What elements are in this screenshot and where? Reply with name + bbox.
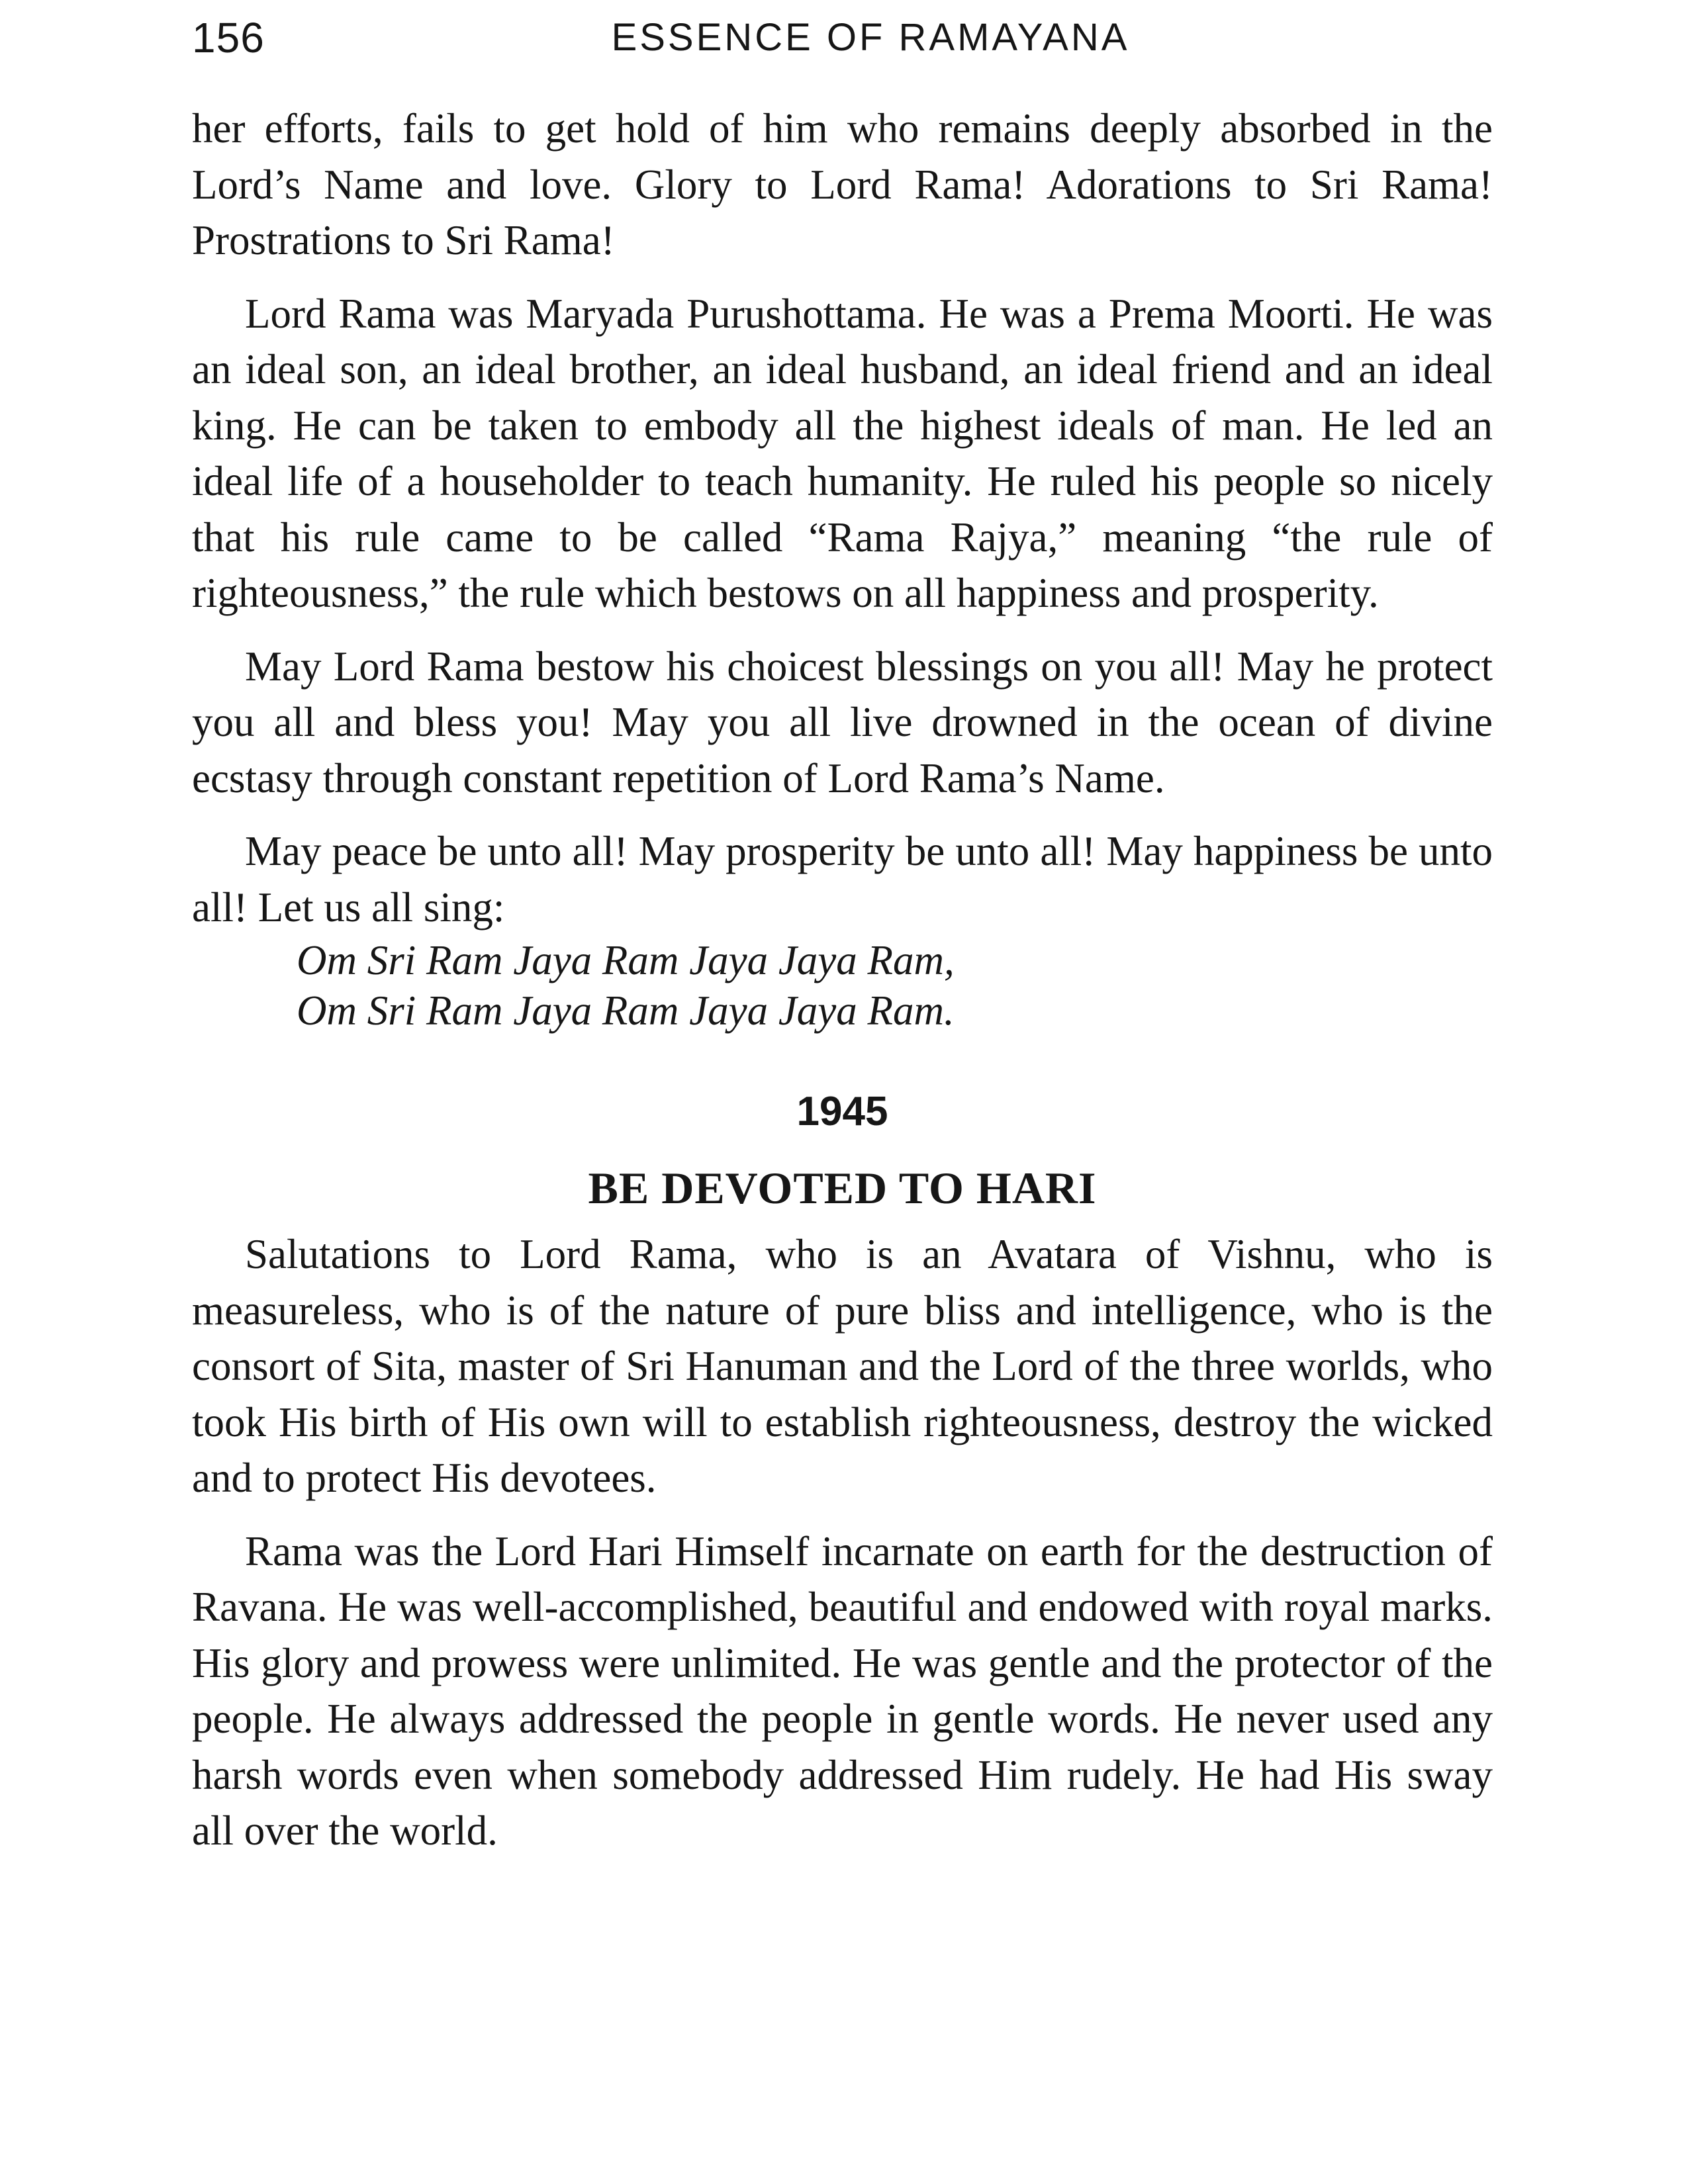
paragraph-continued: her efforts, fails to get hold of him who remains deeply absorbed in the Lord’s Name and love. Glory to Lord Rama! Adorations to Sri Rama! Prostrations to Sri Rama!: [192, 105, 1493, 263]
paragraph-peace: May peace be unto all! May prosperity be unto all! May happiness be unto all! Let us all sing:: [192, 828, 1493, 931]
verse-line: Om Sri Ram Jaya Ram Jaya Jaya Ram,: [297, 937, 955, 983]
section-title: BE DEVOTED TO HARI: [588, 1163, 1097, 1213]
chant-verse: [297, 935, 1493, 1036]
paragraph-blessings: May Lord Rama bestow his choicest blessings on you all! May he protect you all and bless you! May you all live drowned in the ocean of divine ecstasy through constant repetition of Lord Rama’s Name.: [192, 643, 1493, 801]
page-header: [192, 8, 1496, 68]
paragraph-lord-hari: Rama was the Lord Hari Himself incarnate on earth for the destruction of Ravana. He was well-accomplished, beautiful and endowed with royal marks. His glory and prowess were unlimited. He was gentle and the protector of the people. He always addressed the people in gentle words. He never used any harsh words even when somebody addressed Him rudely. He had His sway all over the world.: [192, 1527, 1493, 1854]
verse-line: Om Sri Ram Jaya Ram Jaya Jaya Ram.: [297, 987, 955, 1034]
page-body: [192, 101, 1493, 1859]
paragraph-maryada-purushottama: Lord Rama was Maryada Purushottama. He was a Prema Moorti. He was an ideal son, an ideal brother, an ideal husband, an ideal friend and an ideal king. He can be taken to embody all the highest ideals of man. He led an ideal life of a householder to teach humanity. He ruled his people so nicely that his rule came to be called “Rama Rajya,” meaning “the rule of righteousness,” the rule which bestows on all happiness and prosperity.: [192, 290, 1493, 616]
running-title: ESSENCE OF RAMAYANA: [611, 16, 1130, 59]
paragraph-salutations: Salutations to Lord Rama, who is an Avatara of Vishnu, who is measureless, who is of the nature of pure bliss and intelligence, who is the consort of Sita, master of Sri Hanuman and the Lord of the three worlds, who took His birth of His own will to establish righteousness, destroy the wicked and to protect His devotees.: [192, 1231, 1493, 1501]
page-number: 156: [192, 14, 265, 62]
section-number: 1945: [796, 1089, 888, 1134]
